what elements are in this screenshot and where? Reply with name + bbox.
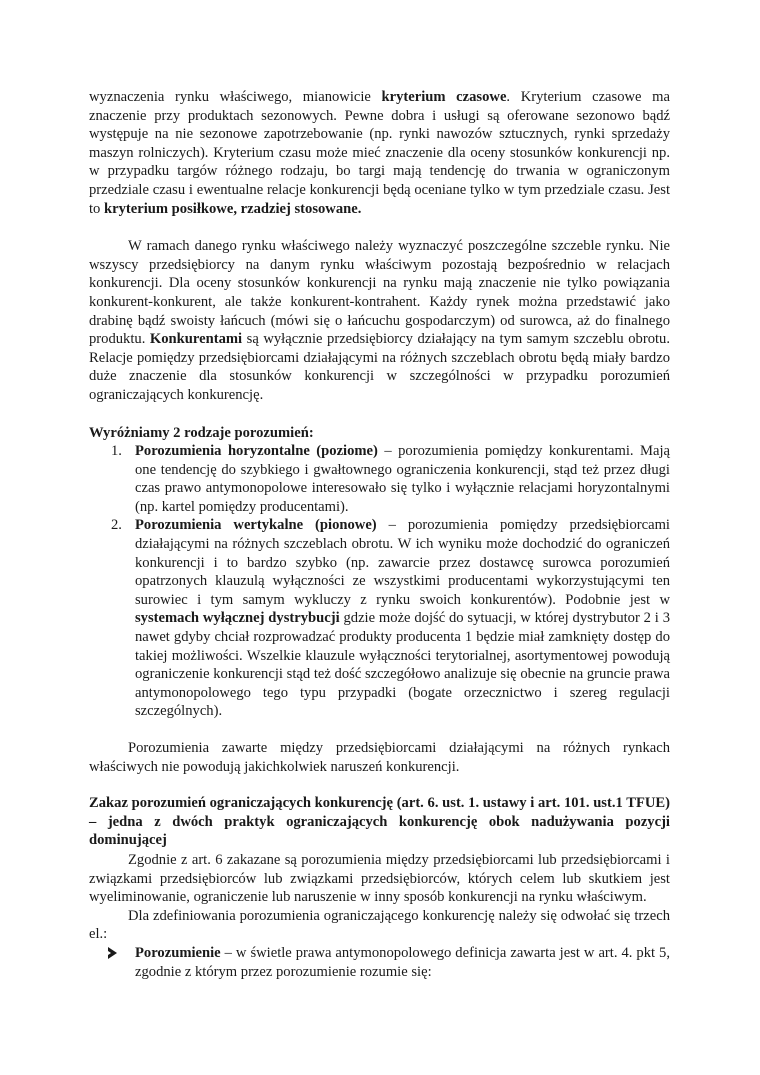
bold-term: Konkurentami xyxy=(149,331,243,348)
list-item xyxy=(89,944,670,981)
paragraph-market-levels xyxy=(89,237,670,404)
text-run: – w świetle prawa antymonopolowego definicja zawarta jest w art. 4. pkt 5, zgodnie z którym przez porozumienie rozumie się: xyxy=(135,944,670,980)
text-run: W ramach danego rynku właściwego należy wyznaczyć poszczególne szczeble rynku. Nie wszyscy przedsiębiorcy na danym rynku właściwym pozostają bezpośrednio w relacjach konkurencji. Dla oceny stosunków konkurencji na rynku mają znaczenie nie tylko powiązania konkurent-konkurent, ale także konkurent-kontrahent. Każdy rynek można przedstawić jako drabinę bądź swoisty łańcuch (mówi się o łańcuchu gospodarczym) od surowca, aż do finalnego produktu. xyxy=(89,238,670,348)
text-run: gdzie może dojść do sytuacji, w której dystrybutor 2 i 3 nawet gdyby chciał rozprowadzać produkty producenta 1 będzie miał zamknięty dostęp do takiej możliwości. Wszelkie klauzule wyłączności terytorialnej, asortymentowej powodują ograniczenie konkurencji stąd też dość szczegółowo analizuje się obecnie na gruncie prawa antymonopolowego tego typu przypadki (bogate orzecznictwo i szereg regulacji szczególnych). xyxy=(135,610,670,720)
section-heading-prohibition: Zakaz porozumień ograniczających konkurencję (art. 6. ust. 1. ustawy i art. 101. ust.1 TFUE) – jedna z dwóch praktyk ograniczających konkurencję obok nadużywania pozycji dominującej xyxy=(89,795,670,849)
list-number: 2. xyxy=(111,517,122,534)
bold-term: systemach wyłącznej dystrybucji xyxy=(135,610,340,627)
text-run: są wyłącznie przedsiębiorcy działający na tym samym szczeblu obrotu. Relacje pomiędzy przedsiębiorcami działającymi na różnych szczeblach obrotu będą miały bardzo duże znaczenie dla stosunków konkurencji w szczególności w przypadku porozumień ograniczających konkurencję. xyxy=(89,331,670,403)
list-number: 1. xyxy=(111,443,122,460)
list-item xyxy=(89,516,670,721)
text-run: – porozumienia pomiędzy konkurentami. Mają one tendencję do szybkiego i gwałtownego ograniczenia konkurencji, stąd też przez długi czas prawo antymonopolowe interesowało się tylko i wyłącznie relacjami horyzontalnymi (np. kartel pomiędzy producentami). xyxy=(135,443,671,515)
text-run: – porozumienia pomiędzy przedsiębiorcami działającymi na różnych szczeblach obrotu. W ich wyniku może dochodzić do ograniczeń konkurencji i to bardzo szybko (np. zawarcie przez dostawcę surowca porozumień opatrzonych klauzulą wyłączności ze wszystkimi producentami wykorzystującymi ten surowiec i tym samym wykluczy z rynku swoich konkurentów). Podobnie jest w xyxy=(135,517,670,608)
bold-term: kryterium czasowe xyxy=(381,89,507,105)
definition-elements-list xyxy=(89,944,670,981)
bold-term: Porozumienia horyzontalne (poziome) xyxy=(135,443,378,460)
bold-term: kryterium posiłkowe, rzadziej stosowane. xyxy=(104,200,362,217)
arrow-bullet-icon xyxy=(108,947,117,959)
text-run: . Kryterium czasowe ma znaczenie przy produktach sezonowych. Pewne dobra i usługi są oferowane sezonowo bądź występuje na nie sezonowe zapotrzebowanie (np. rynki nawozów sztucznych, rynki sprzedaży maszyn rolniczych). Kryterium czasu może mieć znaczenie dla oceny stosunków konkurencji np. w przypadku targów różnego rodzaju, bo targi mają tendencję do trwania w ograniczonym przedziale czasu i ewentualne relacje konkurencji będą oceniane tylko w tym przedziale czasu. Jest to xyxy=(89,89,670,217)
text-run: wyznaczenia rynku właściwego, mianowicie xyxy=(89,89,382,105)
section-heading-agreements: Wyróżniamy 2 rodzaje porozumień: xyxy=(89,424,314,441)
paragraph-article-6: Zgodnie z art. 6 zakazane są porozumienia między przedsiębiorcami lub przedsiębiorcami i związkami przedsiębiorców lub związkami przedsiębiorców, których celem lub skutkiem jest wyeliminowanie, ograniczenie lub naruszenie w inny sposób konkurencji na rynku właściwym. xyxy=(89,851,670,906)
list-item xyxy=(89,442,670,516)
bold-term: Porozumienie xyxy=(135,944,221,961)
bold-term: Porozumienia wertykalne (pionowe) xyxy=(135,517,377,534)
paragraph-different-markets: Porozumienia zawarte między przedsiębiorcami działającymi na różnych rynkach właściwych nie powodują jakichkolwiek naruszeń konkurencji. xyxy=(89,740,670,775)
agreement-types-list xyxy=(89,442,670,721)
document-page xyxy=(89,88,670,981)
paragraph-time-criterion xyxy=(89,88,670,218)
paragraph-definition-elements: Dla zdefiniowania porozumienia ograniczającego konkurencję należy się odwołać się trzech el.: xyxy=(89,907,670,943)
